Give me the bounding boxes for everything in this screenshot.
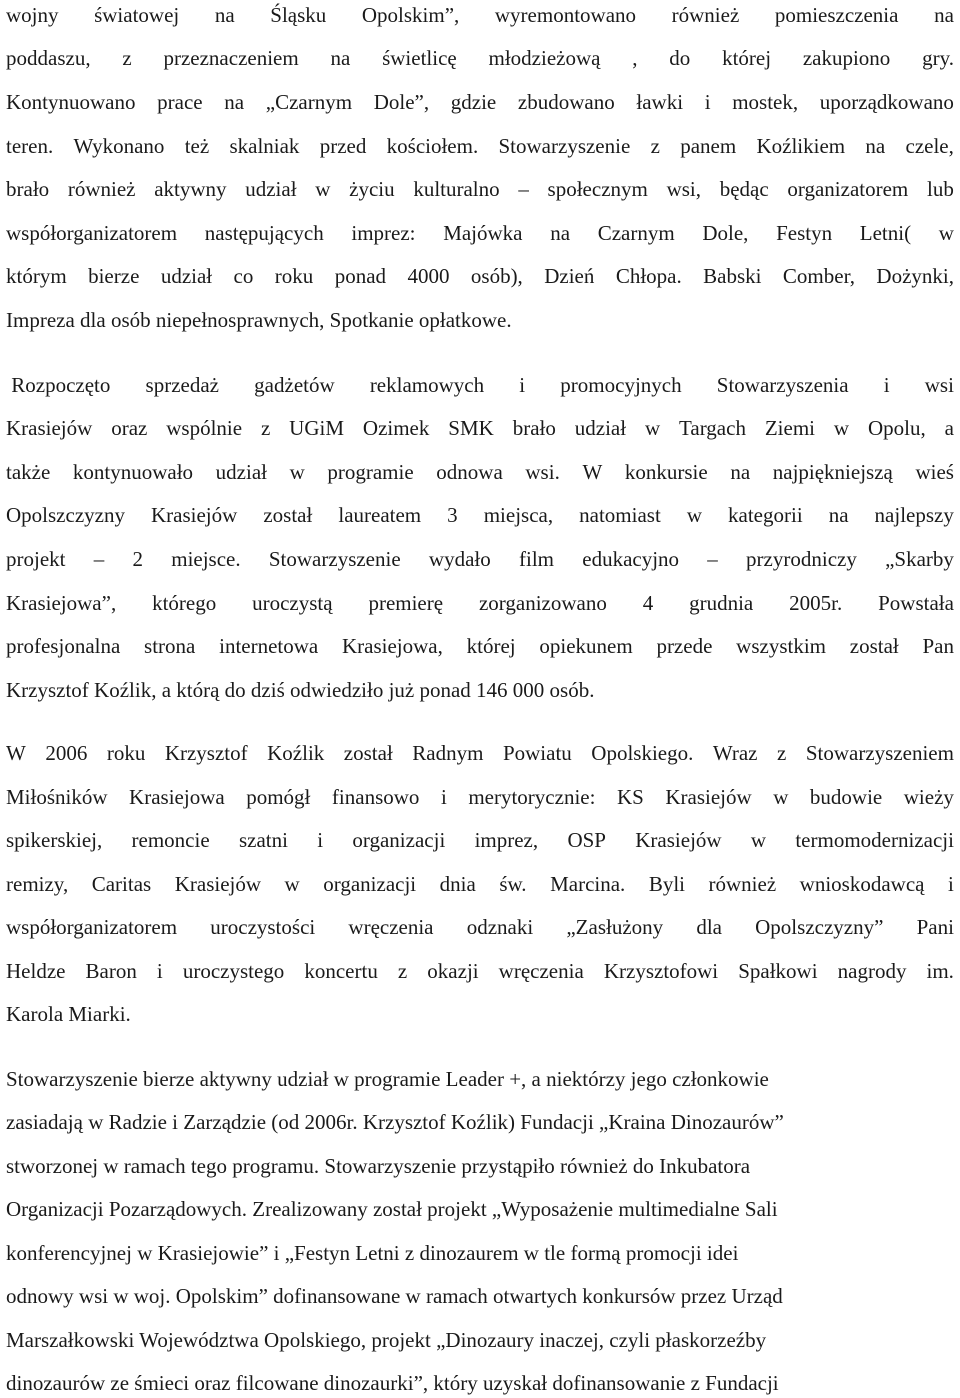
- word: Kontynuowano: [6, 90, 136, 114]
- word: termomodernizacji: [795, 828, 954, 852]
- word: wyremontowano: [494, 3, 637, 27]
- word: prace: [157, 90, 203, 114]
- paragraph-1-line: [6, 174, 954, 204]
- word: uroczystości: [210, 915, 316, 939]
- word: finansowo: [331, 785, 420, 809]
- word: Dole”,: [373, 90, 430, 114]
- word: budowie: [809, 785, 883, 809]
- word: wieś: [915, 460, 954, 484]
- word: –: [518, 177, 529, 201]
- paragraph-1-line: [6, 218, 954, 248]
- word: Radnym: [412, 741, 484, 765]
- word: na: [865, 134, 886, 158]
- word: Koźlikiem: [756, 134, 846, 158]
- word: pomieszczenia: [774, 3, 899, 27]
- word: którego: [152, 591, 217, 615]
- word: Wraz: [712, 741, 758, 765]
- word: Targach: [679, 416, 746, 440]
- word: Powstała: [878, 591, 954, 615]
- word: Krasiejowa”,: [6, 591, 117, 615]
- word: i: [883, 373, 890, 397]
- word: premierę: [368, 591, 444, 615]
- word: organizacji: [323, 872, 417, 896]
- line-text: odnowy wsi w woj. Opolskim” dofinansowane w ramach otwartych konkursów przez Urząd: [6, 1284, 783, 1308]
- word: „Zasłużony: [566, 915, 664, 939]
- word: z: [777, 741, 787, 765]
- word: w: [938, 221, 954, 245]
- word: Krasiejów: [635, 828, 722, 852]
- word: wsi,: [666, 177, 701, 201]
- word: konkursie: [624, 460, 708, 484]
- word: UGiM: [289, 416, 345, 440]
- word: na: [934, 3, 954, 27]
- word: będąc: [719, 177, 769, 201]
- word: współorganizatorem: [6, 221, 178, 245]
- word: Stowarzyszeniem: [805, 741, 954, 765]
- word: i: [440, 785, 447, 809]
- word: gdzie: [450, 90, 497, 114]
- word: udział: [215, 460, 267, 484]
- word: na: [828, 503, 849, 527]
- word: św.: [499, 872, 527, 896]
- word: wręczenia: [498, 959, 584, 983]
- word: Opolszczyzny: [6, 503, 125, 527]
- word: Festyn: [776, 221, 833, 245]
- word: im.: [926, 959, 954, 983]
- word: Majówka: [443, 221, 523, 245]
- word: Krzysztofowi: [603, 959, 719, 983]
- word: Ziemi: [764, 416, 815, 440]
- word: której: [722, 46, 772, 70]
- word: organizatorem: [787, 177, 909, 201]
- paragraph-1-line: [6, 131, 954, 161]
- line-text: dinozaurów ze śmieci oraz filcowane dinozaurki”, który uzyskał dofinansowanie z Fundacji: [6, 1371, 779, 1395]
- word: w: [644, 416, 661, 440]
- paragraph-3-line: [6, 869, 954, 899]
- paragraph-2-line: [6, 457, 954, 487]
- word: Krasiejowa,: [342, 634, 443, 658]
- word: laureatem: [338, 503, 422, 527]
- word: udział: [245, 177, 297, 201]
- word: odnowa: [436, 460, 503, 484]
- word: szatni: [238, 828, 288, 852]
- paragraph-1-line: [6, 43, 954, 73]
- line-text: zasiadają w Radzie i Zarządzie (od 2006r. Krzysztof Koźlik) Fundacji „Kraina Dinozaurów”: [6, 1110, 784, 1134]
- word: udział: [574, 416, 627, 440]
- word: miejsca,: [483, 503, 554, 527]
- word: wnioskodawcą: [799, 872, 925, 896]
- word: kulturalno: [413, 177, 500, 201]
- word: remoncie: [131, 828, 210, 852]
- word: społecznym: [547, 177, 648, 201]
- word: również: [67, 177, 136, 201]
- paragraph-4-line: [6, 1325, 954, 1355]
- word: brało: [6, 177, 50, 201]
- word: dnia: [439, 872, 476, 896]
- word: okazji: [427, 959, 479, 983]
- line-text: Organizacji Pozarządowych. Zrealizowany został projekt „Wyposażenie multimedialne Sali: [6, 1197, 778, 1221]
- word: Baron: [85, 959, 137, 983]
- line-text: Krzysztof Koźlik, a którą do dziś odwiedziło już ponad 146 000 osób.: [6, 678, 595, 702]
- word: merytorycznie:: [468, 785, 596, 809]
- word: Spałkowi: [738, 959, 818, 983]
- word: 2: [132, 547, 143, 571]
- word: gry.: [922, 46, 954, 70]
- word: w: [773, 785, 789, 809]
- word: z: [122, 46, 132, 70]
- paragraph-3-line: [6, 999, 954, 1029]
- word: Opolskiego.: [591, 741, 694, 765]
- word: został: [343, 741, 393, 765]
- word: następujących: [204, 221, 324, 245]
- paragraph-2-line: [6, 631, 954, 661]
- word: do: [669, 46, 691, 70]
- paragraph-3-line: [6, 825, 954, 855]
- paragraph-4-line: [6, 1064, 954, 1094]
- word: lub: [926, 177, 954, 201]
- word: koncertu: [304, 959, 378, 983]
- word: Pan: [922, 634, 954, 658]
- word: Śląsku: [270, 3, 327, 27]
- word: kontynuowało: [72, 460, 194, 484]
- word: na: [730, 460, 751, 484]
- word: profesjonalna: [6, 634, 121, 658]
- word: zorganizowano: [478, 591, 607, 615]
- word: nagrody: [837, 959, 907, 983]
- word: imprez:: [351, 221, 416, 245]
- word: Powiatu: [502, 741, 572, 765]
- word: Krasiejów: [151, 503, 238, 527]
- word: najpiękniejszą: [772, 460, 893, 484]
- paragraph-3-line: [6, 956, 954, 986]
- word: w: [686, 503, 702, 527]
- word: –: [93, 547, 105, 571]
- word: z: [397, 959, 408, 983]
- word: reklamowych: [369, 373, 485, 397]
- word: a: [944, 416, 954, 440]
- word: także: [6, 460, 51, 484]
- word: sprzedaż: [145, 373, 219, 397]
- word: z: [260, 416, 271, 440]
- word: najlepszy: [874, 503, 954, 527]
- paragraph-2-line: [6, 370, 954, 400]
- word: został: [263, 503, 313, 527]
- word: Krasiejowa: [129, 785, 225, 809]
- word: opiekunem: [539, 634, 633, 658]
- line-text: Marszałkowski Województwa Opolskiego, projekt „Dinozaury inaczej, czyli płaskorzeźby: [6, 1328, 767, 1352]
- word: Dole,: [702, 221, 749, 245]
- word: i: [317, 828, 324, 852]
- word: przyrodniczy: [746, 547, 857, 571]
- word: Miłośników: [6, 785, 108, 809]
- word: Wykonano: [73, 134, 165, 158]
- word: wspólnie: [166, 416, 243, 440]
- line-text: konferencyjnej w Krasiejowie” i „Festyn Letni z dinozaurem w tle formą promocji idei: [6, 1241, 739, 1265]
- word: Babski: [703, 264, 762, 288]
- word: roku: [106, 741, 146, 765]
- word: KS: [616, 785, 644, 809]
- word: internetowa: [219, 634, 319, 658]
- word: mostek,: [732, 90, 799, 114]
- word: i: [156, 959, 163, 983]
- paragraph-4-line: [6, 1368, 954, 1398]
- word: wieży: [903, 785, 954, 809]
- paragraph-2-line: [6, 588, 954, 618]
- word: Marcina.: [550, 872, 626, 896]
- paragraph-1-line: [6, 0, 954, 30]
- word: „Skarby: [885, 547, 954, 571]
- word: film: [519, 547, 554, 571]
- word: poddaszu,: [6, 46, 91, 70]
- word: w: [289, 460, 305, 484]
- word: W: [582, 460, 603, 484]
- word: Stowarzyszenie: [268, 547, 401, 571]
- line-text: Karola Miarki.: [6, 1002, 131, 1026]
- word: na: [224, 90, 245, 114]
- word: uroczystego: [182, 959, 285, 983]
- word: remizy,: [6, 872, 69, 896]
- word: i: [519, 373, 526, 397]
- word: zbudowano: [517, 90, 615, 114]
- word: Caritas: [91, 872, 152, 896]
- paragraph-4-line: [6, 1194, 954, 1224]
- paragraph-1-line: [6, 305, 954, 335]
- word: Heldze: [6, 959, 66, 983]
- word: dla: [696, 915, 722, 939]
- paragraph-2-line: [6, 544, 954, 574]
- word: Comber,: [782, 264, 855, 288]
- paragraph-4-line: [6, 1238, 954, 1268]
- paragraph-3-line: [6, 782, 954, 812]
- word: 4000: [407, 264, 450, 288]
- word: 2006: [45, 741, 88, 765]
- word: Pani: [916, 915, 954, 939]
- word: SMK: [448, 416, 494, 440]
- word: brało: [512, 416, 556, 440]
- word: Czarnym: [597, 221, 675, 245]
- word: Dzień: [544, 264, 595, 288]
- word: kościołem.: [386, 134, 479, 158]
- word: w: [833, 416, 850, 440]
- paragraph-2-line: [6, 500, 954, 530]
- word: W: [6, 741, 26, 765]
- word: na: [214, 3, 235, 27]
- word: skalniak: [229, 134, 300, 158]
- word: świetlicę: [382, 46, 457, 70]
- word: panem: [680, 134, 737, 158]
- word: też: [184, 134, 210, 158]
- word: ponad: [334, 264, 387, 288]
- word: Opolszczyzny”: [755, 915, 884, 939]
- word: Krzysztof: [164, 741, 248, 765]
- word: którym: [6, 264, 67, 288]
- word: aktywny: [154, 177, 227, 201]
- word: 3: [447, 503, 458, 527]
- word: pomógł: [246, 785, 311, 809]
- word: kategorii: [728, 503, 803, 527]
- word: odznaki: [466, 915, 534, 939]
- word: współorganizatorem: [6, 915, 178, 939]
- word: imprez,: [474, 828, 539, 852]
- word: również: [708, 872, 777, 896]
- word: Byli: [648, 872, 685, 896]
- word: miejsce.: [171, 547, 241, 571]
- word: w: [750, 828, 767, 852]
- word: Koźlik: [267, 741, 325, 765]
- word: wsi.: [525, 460, 560, 484]
- word: wszystkim: [736, 634, 826, 658]
- line-text: stworzonej w ramach tego programu. Stowarzyszenie przystąpiło również do Inkubatora: [6, 1154, 751, 1178]
- word: młodzieżową: [488, 46, 601, 70]
- word: uporządkowano: [819, 90, 954, 114]
- word: w: [315, 177, 331, 201]
- line-text: Impreza dla osób niepełnosprawnych, Spotkanie opłatkowe.: [6, 308, 512, 332]
- paragraph-2-line: [6, 675, 954, 705]
- word: organizacji: [352, 828, 446, 852]
- word: OSP: [567, 828, 606, 852]
- word: spikerskiej,: [6, 828, 103, 852]
- word: na: [330, 46, 351, 70]
- word: i: [948, 872, 954, 896]
- word: Krasiejów: [174, 872, 262, 896]
- paragraph-3-line: [6, 738, 954, 768]
- line-text: Stowarzyszenie bierze aktywny udział w programie Leader +, a niektórzy jego członkowie: [6, 1067, 769, 1091]
- word: czele,: [905, 134, 954, 158]
- word: bierze: [88, 264, 140, 288]
- word: edukacyjno: [582, 547, 680, 571]
- word: roku: [274, 264, 314, 288]
- word: w: [284, 872, 300, 896]
- word: na: [550, 221, 571, 245]
- word: światowej: [94, 3, 180, 27]
- word: ławki: [636, 90, 684, 114]
- word: wsi: [924, 373, 954, 397]
- word: udział: [160, 264, 213, 288]
- word: natomiast: [579, 503, 661, 527]
- word: 4: [642, 591, 654, 615]
- word: przed: [319, 134, 367, 158]
- word: Dożynki,: [876, 264, 954, 288]
- word: wydało: [428, 547, 491, 571]
- paragraph-4-line: [6, 1281, 954, 1311]
- word: życiu: [349, 177, 395, 201]
- word: Krasiejów: [6, 416, 93, 440]
- word: wojny: [6, 3, 59, 27]
- paragraph-4-line: [6, 1107, 954, 1137]
- word: również: [671, 3, 740, 27]
- paragraph-1-line: [6, 87, 954, 117]
- word: osób),: [470, 264, 523, 288]
- word: strona: [144, 634, 196, 658]
- word: Stowarzyszenie: [498, 134, 631, 158]
- word: zakupiono: [802, 46, 891, 70]
- word: programie: [327, 460, 414, 484]
- word: przede: [656, 634, 713, 658]
- word: wręczenia: [348, 915, 434, 939]
- word: teren.: [6, 134, 54, 158]
- word: Chłopa.: [615, 264, 682, 288]
- word: Opolu,: [867, 416, 926, 440]
- word: oraz: [111, 416, 148, 440]
- word: uroczystą: [252, 591, 333, 615]
- word: 2005r.: [789, 591, 843, 615]
- word: grudnia: [689, 591, 754, 615]
- paragraph-1-line: [6, 261, 954, 291]
- word: został: [849, 634, 899, 658]
- word: –: [707, 547, 718, 571]
- word: której: [466, 634, 516, 658]
- word: promocyjnych: [560, 373, 682, 397]
- word: przeznaczeniem: [163, 46, 299, 70]
- paragraph-4-line: [6, 1151, 954, 1181]
- word: Opolskim”,: [361, 3, 460, 27]
- word: z: [650, 134, 660, 158]
- word: Stowarzyszenia: [716, 373, 849, 397]
- word: Rozpoczęto: [6, 373, 111, 397]
- word: co: [233, 264, 254, 288]
- word: gadżetów: [254, 373, 335, 397]
- paragraph-2-line: [6, 413, 954, 443]
- word: Letni(: [859, 221, 912, 245]
- word: „Czarnym: [265, 90, 353, 114]
- word: Krasiejów: [665, 785, 752, 809]
- paragraph-3-line: [6, 912, 954, 942]
- word: projekt: [6, 547, 66, 571]
- word: i: [704, 90, 711, 114]
- word: ,: [632, 46, 638, 70]
- word: Ozimek: [362, 416, 430, 440]
